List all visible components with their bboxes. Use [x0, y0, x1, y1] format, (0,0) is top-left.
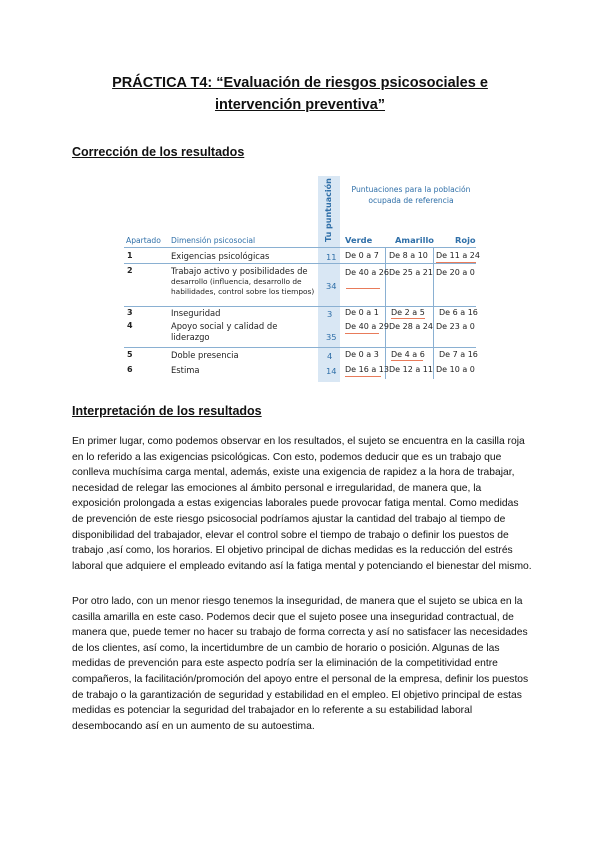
amarillo-range: De 28 a 24 [389, 322, 433, 331]
pen-underline-mark [436, 262, 476, 263]
verde-range: De 0 a 1 [345, 308, 379, 317]
dimension-label-line2: liderazgo [171, 332, 210, 342]
score-value: 14 [326, 366, 337, 376]
score-value: 11 [326, 252, 337, 262]
header-population-line2: ocupada de referencia [368, 196, 454, 205]
rojo-range: De 6 a 16 [439, 308, 478, 317]
verde-range: De 16 a 13 [345, 365, 389, 374]
table-column-divider [433, 247, 434, 379]
table-divider [124, 306, 476, 307]
row-number: 2 [127, 266, 133, 275]
dimension-label: Doble presencia [171, 350, 239, 360]
dimension-label: Apoyo social y calidad de [171, 321, 278, 331]
amarillo-range: De 2 a 5 [391, 308, 425, 317]
amarillo-range: De 25 a 21 [389, 268, 433, 277]
dimension-label-line2: desarrollo (influencia, desarrollo de [171, 277, 302, 286]
title-line-2: intervención preventiva” [214, 97, 386, 113]
paragraph-exigencias: En primer lugar, como podemos observar en los resultados, el sujeto se encuentra en la casilla roja en lo referido a las exigencias psicológicas. Con esto, podemos deducir que es un trabajo que conlleva muchísima carga mental, además, existe una exigencia de rapidez a la hora de trabajar, necesidad de relegar las emociones al ámbito personal e irregularidad, de manera que, la exposición prolongada a estas exigencias laborales puede provocar fatiga mental. Como medidas de prevención de este riesgo psicosocial podríamos ajustar la cantidad del trabajo al tiempo de disponibilidad del trabajador, elevar el control sobre el tiempo de trabajo o definir los puestos de trabajo ,así como, los horarios. El objetivo principal de dichas medidas es la reducción del estrés laboral que adquiere el empleado evitando así la fatiga mental y potenciando el bienestar del mismo. [72, 436, 532, 572]
table-column-divider [385, 247, 386, 379]
rojo-range: De 11 a 24 [436, 251, 480, 260]
header-verde: Verde [345, 235, 373, 245]
header-tu-puntuacion [324, 220, 336, 242]
score-value: 3 [327, 309, 333, 319]
results-table [121, 176, 481, 382]
row-number: 1 [127, 251, 133, 260]
header-apartado: Apartado [126, 236, 161, 245]
row-number: 3 [127, 308, 133, 317]
header-amarillo: Amarillo [395, 235, 434, 245]
verde-range: De 40 a 29 [345, 322, 389, 331]
dimension-label: Exigencias psicológicas [171, 251, 270, 261]
score-value: 34 [326, 281, 337, 291]
score-value: 4 [327, 351, 333, 361]
header-rojo: Rojo [455, 235, 476, 245]
pen-underline-mark [391, 360, 423, 361]
pen-underline-mark [345, 333, 379, 334]
dimension-label: Trabajo activo y posibilidades de [171, 266, 308, 276]
row-number: 6 [127, 365, 133, 374]
amarillo-range: De 4 a 6 [391, 350, 425, 359]
dimension-label: Inseguridad [171, 308, 221, 318]
pen-underline-mark [391, 318, 425, 319]
section-heading-interpretacion: Interpretación de los resultados [72, 404, 262, 418]
paragraph-inseguridad: Por otro lado, con un menor riesgo tenemos la inseguridad, de manera que el sujeto se ubica en la casilla amarilla en este caso. Podemos decir que el sujeto posee una inseguridad contractual, de manera que, puede temer no hacer su trabajo de forma correcta y así no satisfacer las necesidades de los clientes, así como, la incertidumbre de un cambio de horario o posición. Algunas de las medidas de prevención para este aspecto podría ser la eliminación de la competitividad entre compañeros, la facilitación/promoción del apoyo entre el personal de la empresa, definir los puestos de trabajo o la garantización de seguridad y estabilidad en el empleo. El objetivo principal de estas medidas es potenciar la seguridad del trabajador en lo referente a su estabilidad laboral desembocando así en un aumento de su autoestima. [72, 596, 529, 732]
verde-range: De 0 a 3 [345, 350, 379, 359]
title-line-1: PRÁCTICA T4: “Evaluación de riesgos psicosociales e [112, 75, 488, 91]
header-population-line1: Puntuaciones para la población [351, 185, 471, 194]
dimension-label-line3: habilidades, control sobre los tiempos) [171, 287, 315, 296]
document-title [60, 72, 540, 116]
rojo-range: De 23 a 0 [436, 322, 475, 331]
dimension-label: Estima [171, 365, 200, 375]
rojo-range: De 7 a 16 [439, 350, 478, 359]
amarillo-range: De 12 a 11 [389, 365, 433, 374]
table-divider [124, 247, 476, 248]
row-number: 4 [127, 321, 133, 330]
rojo-range: De 20 a 0 [436, 268, 475, 277]
section-heading-correccion: Corrección de los resultados [72, 145, 245, 159]
header-dimension: Dimensión psicosocial [171, 236, 256, 245]
pen-underline-mark [345, 376, 381, 377]
verde-range: De 0 a 7 [345, 251, 379, 260]
table-divider [124, 263, 476, 264]
score-value: 35 [326, 332, 337, 342]
pen-underline-mark [346, 288, 380, 289]
verde-range: De 40 a 26 [345, 268, 389, 277]
row-number: 5 [127, 350, 133, 359]
rojo-range: De 10 a 0 [436, 365, 475, 374]
amarillo-range: De 8 a 10 [389, 251, 428, 260]
table-divider [124, 347, 476, 348]
